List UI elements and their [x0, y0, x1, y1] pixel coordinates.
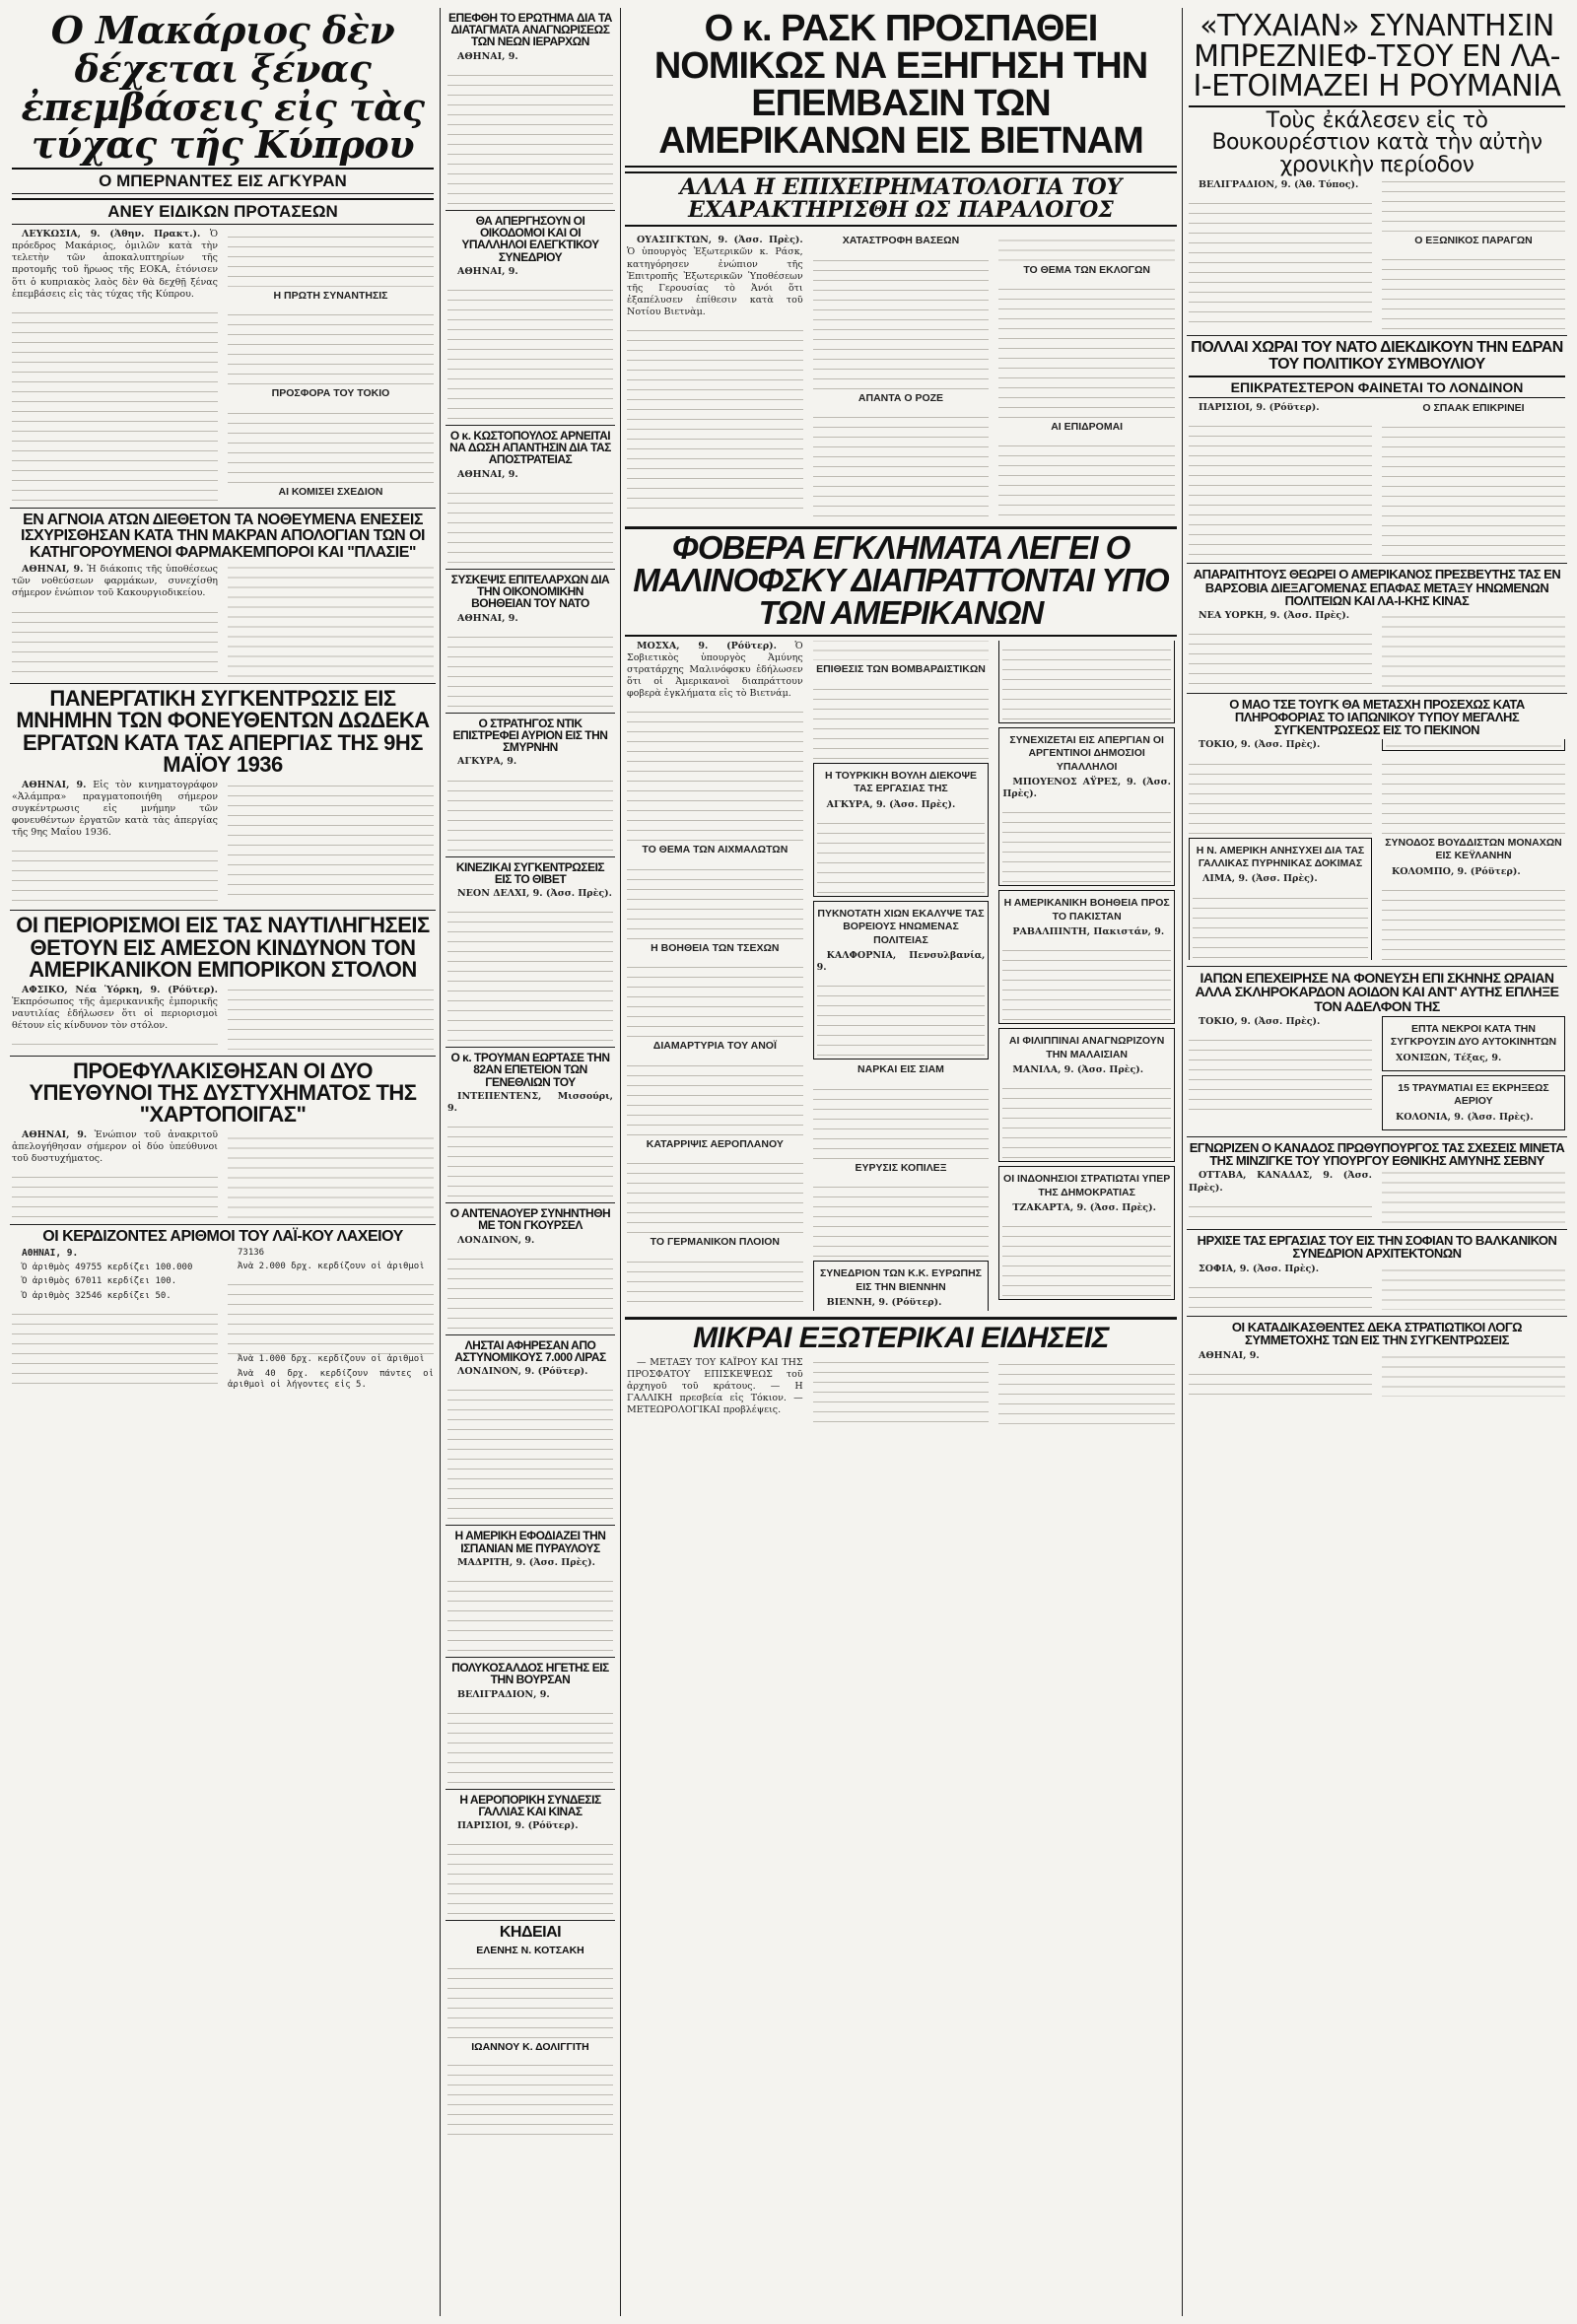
article-truman — [446, 1048, 615, 1203]
dateline: ΜΠΟΥΕΝΟΣ ΑΫΡΕΣ, 9. (Ἀσσ. Πρὲς). — [1002, 776, 1171, 800]
headline-foreign-news: ΜΙΚΡΑΙ ΕΞΩΤΕΡΙΚΑΙ ΕΙΔΗΣΕΙΣ — [693, 1322, 1109, 1355]
article-architects — [1187, 1230, 1567, 1317]
article-nato-aid — [446, 570, 615, 714]
text-lines — [447, 1572, 613, 1651]
article-nato-seat — [1187, 336, 1567, 564]
article-body — [1189, 1350, 1565, 1398]
lottery-line: Ὁ ἀριθμὸς 32546 κερδίζει 50. — [22, 1290, 171, 1301]
article-builders-strike — [446, 211, 615, 426]
text-lines — [1189, 1031, 1372, 1110]
lottery-line: Ἀνὰ 2.000 δρχ. κερδίζουν οἱ ἀριθμοὶ — [238, 1262, 425, 1272]
headline-chartopoia: ΠΡΟΕΦΥΛΑΚΙΣΘΗΣΑΝ ΟΙ ΔΥΟ ΥΠΕΥΘΥΝΟΙ ΤΗΣ ΔΥΣΤΥΧΗΜΑΤΟΣ ΤΗΣ "ΧΑΡΤΟΠΟΙΓΑΣ" — [29, 1058, 417, 1128]
headline-canada-pm: ΕΓΝΩΡΙΖΕΝ Ο ΚΑΝΑΔΟΣ ΠΡΩΘΥΠΟΥΡΓΟΣ ΤΑΣ ΣΧΕΣΕΙΣ ΜΙΝΕΤΑ ΤΗΣ ΜΙΝΖΙΓΚΕ ΤΟΥ ΥΠΟΥΡΓΟΥ ΕΘΝΙΚΗΣ ΑΜΥΝΗΣ ΣΕΒΝΥ — [1189, 1139, 1565, 1169]
column-rule — [440, 8, 441, 2316]
text-lines — [447, 2056, 613, 2135]
body-text: Ἐνώπιον τοῦ ἀνακριτοῦ ἀπελογήθησαν σήμερον οἱ δύο ὑπεύθυνοι τοῦ δυστυχήματος. — [12, 1128, 219, 1165]
headline-truman: Ο κ. ΤΡΟΥΜΑΝ ΕΩΡΤΑΣΕ ΤΗΝ 82ΑΝ ΕΠΕΤΕΙΟΝ ΤΩΝ ΓΕΝΕΘΛΙΩΝ ΤΟΥ — [450, 1051, 610, 1089]
text-lines — [1189, 755, 1372, 834]
article-body — [627, 235, 1175, 519]
dateline: ΒΙΕΝΝΗ, 9. (Ρόϋτερ). — [826, 1297, 942, 1309]
dateline: ΚΟΛΟΜΠΟ, 9. (Ρόϋτερ). — [1392, 865, 1521, 877]
headline-crete: ΕΥΡΥΣΙΣ ΚΟΠΙΛΕΞ — [855, 1161, 947, 1174]
text-lines — [447, 628, 613, 707]
article-tibet — [446, 857, 615, 1049]
headline-indonesia: ΟΙ ΙΝΔΟΝΗΣΙΟΙ ΣΤΡΑΤΙΩΤΑΙ ΥΠΕΡ ΤΗΣ ΔΗΜΟΚΡΑΤΙΑΣ — [1003, 1173, 1171, 1198]
subhead-prisoners: ΤΟ ΘΕΜΑ ΤΩΝ ΑΙΧΜΑΛΩΤΩΝ — [642, 844, 788, 856]
text-lines — [1382, 418, 1565, 556]
article-body — [1189, 1264, 1565, 1311]
dateline: ΛΙΜΑ, 9. (Ἀσσ. Πρὲς). — [1202, 873, 1318, 885]
box-turkish-parliament — [813, 763, 990, 897]
article-body — [447, 1689, 613, 1783]
lottery-line: Ἀνὰ 40 δρχ. κερδίζουν πάντες οἱ ἀριθμοὶ οἱ λήγοντες εἰς 5. — [228, 1368, 434, 1390]
headline-siam: ΝΑΡΚΑΙ ΕΙΣ ΣΙΑΜ — [857, 1063, 944, 1076]
dateline: ΡΑΒΑΛΠΙΝΤΗ, Πακιστάν, 9. — [1012, 926, 1165, 938]
text-lines — [447, 1381, 613, 1519]
subheadline-london: ΕΠΙΚΡΑΤΕΣΤΕΡΟΝ ΦΑΙΝΕΤΑΙ ΤΟ ΛΟΝΔΙΝΟΝ — [1189, 376, 1565, 398]
subhead-hanoi-protest: ΔΙΑΜΑΡΤΥΡΙΑ ΤΟΥ ΑΝΟΪ — [652, 1040, 777, 1053]
article-officers — [1187, 1317, 1567, 1402]
text-lines — [627, 860, 803, 939]
dateline: ΤΟΚΙΟ, 9. (Ἀσσ. Πρὲς). — [1199, 739, 1321, 751]
text-lines — [813, 1178, 990, 1257]
article-body — [447, 1366, 613, 1519]
headline-vienna: ΣΥΝΕΔΡΙΟΝ ΤΩΝ Κ.Κ. ΕΥΡΩΠΗΣ ΕΙΣ ΤΗΝ ΒΙΕΝΝΗΝ — [819, 1267, 982, 1293]
article-body — [1189, 1016, 1565, 1130]
body-text: Ὁ πρόεδρος Μακάριος, ὁμιλῶν κατὰ τὴν τελετὴν τῶν ἀποκαλυπτηρίων τῆς προτομῆς τοῦ ἥρωος τῆς ΕΟΚΑ, ἐτόνισεν ὅτι ὁ κυπριακὸς λαὸς δὲν θὰ δεχθῇ ξένας ἐπεμβάσεις εἰς τὰς τύχας τῆς Κύπρου. — [12, 229, 218, 300]
headline-malinovsky: ΦΟΒΕΡΑ ΕΓΚΛΗΜΑΤΑ ΛΕΓΕΙ Ο ΜΑΛΙΝΟΦΣΚΥ ΔΙΑΠΡΑΤΤΟΝΤΑΙ ΥΠΟ ΤΩΝ ΑΜΕΡΙΚΑΝΩΝ — [633, 528, 1169, 631]
headline-japanese-singer: ΙΑΠΩΝ ΕΠΕΧΕΙΡΗΣΕ ΝΑ ΦΟΝΕΥΣΗ ΕΠΙ ΣΚΗΝΗΣ ΩΡΑΙΑΝ ΑΛΛΑ ΣΚΛΗΡΟΚΑΡΔΟΝ ΑΟΙΔΟΝ ΚΑΙ ΑΝΤ' ΑΥΤΗΣ ΕΠΛΗΞΕ ΤΟΝ ΑΔΕΛΦΟΝ ΤΗΣ — [1195, 970, 1559, 1014]
article-body — [447, 1235, 613, 1329]
article-air-link — [446, 1790, 615, 1922]
text-lines — [998, 280, 1175, 418]
article-body — [12, 985, 434, 1050]
lottery-line: Ὁ ἀριθμὸς 49755 κερδίζει 100.000 — [22, 1263, 193, 1273]
text-lines — [447, 281, 613, 419]
dateline: ΤΖΑΚΑΡΤΑ, 9. (Ἀσσ. Πρὲς). — [1012, 1202, 1156, 1214]
text-lines — [447, 1959, 613, 2038]
dateline: ΠΑΡΙΣΙΟΙ, 9. (Ρόϋτερ). — [457, 1820, 579, 1832]
article-brezhnev-chou — [1187, 8, 1567, 336]
article-funerals — [446, 1921, 615, 2140]
box-car-crash — [1382, 1016, 1565, 1071]
text-lines — [1382, 250, 1565, 329]
dateline: ΝΕΑ ΥΟΡΚΗ, 9. (Ἀσσ. Πρὲς). — [1199, 610, 1350, 622]
article-lottery — [10, 1225, 436, 1398]
text-lines — [1189, 417, 1372, 555]
article-body — [447, 1091, 613, 1196]
article-body — [447, 756, 613, 850]
dateline: ΛΟΝΔΙΝΟΝ, 9. (Ρόϋτερ). — [457, 1366, 588, 1378]
headline-turkish-parliament: Η ΤΟΥΡΚΙΚΗ ΒΟΥΛΗ ΔΙΕΚΟΨΕ ΤΑΣ ΕΡΓΑΣΙΑΣ ΤΗΣ — [824, 769, 977, 795]
lottery-line: Ὁ ἀριθμὸς 67011 κερδίζει 100. — [22, 1276, 177, 1287]
subhead-spaak: Ο ΣΠΑΑΚ ΕΠΙΚΡΙΝΕΙ — [1422, 402, 1525, 415]
text-lines — [447, 1835, 613, 1914]
headline-argentina: ΣΥΝΕΧΙΖΕΤΑΙ ΕΙΣ ΑΠΕΡΓΙΑΝ ΟΙ ΑΡΓΕΝΤΙΝΟΙ ΔΗΜΟΣΙΟΙ ΥΠΑΛΛΗΛΟΙ — [1009, 733, 1164, 773]
dateline: ΜΑΔΡΙΤΗ, 9. (Ἀσσ. Πρὲς). — [457, 1556, 595, 1568]
deck-absurd: ΑΛΛΑ Η ΕΠΙΧΕΙΡΗΜΑΤΟΛΟΓΙΑ ΤΟΥ ΕΧΑΡΑΚΤΗΡΙΣΘΗ ΩΣ ΠΑΡΑΛΟΓΟΣ — [625, 171, 1177, 227]
box-snow — [813, 901, 990, 1060]
headline-car-crash: ΕΠΤΑ ΝΕΚΡΟΙ ΚΑΤΑ ΤΗΝ ΣΥΓΚΡΟΥΣΙΝ ΔΥΟ ΑΥΤΟΚΙΝΗΤΩΝ — [1390, 1022, 1557, 1049]
headline-funerals: ΚΗΔΕΙΑΙ — [499, 1924, 562, 1942]
dateline: ΣΟΦΙΑ, 9. (Ἀσσ. Πρὲς). — [1199, 1263, 1320, 1274]
dateline: ΑΘΗΝΑΙ, 9. — [22, 1128, 88, 1140]
article-robbers — [446, 1335, 615, 1527]
headline-air-link: Η ΑΕΡΟΠΟΡΙΚΗ ΣΥΝΔΕΣΙΣ ΓΑΛΛΙΑΣ ΚΑΙ ΚΙΝΑΣ — [459, 1792, 601, 1818]
text-lines — [447, 1118, 613, 1196]
dateline: ΚΑΛΦΟΡΝΙΑ, Πενσυλβανία, 9. — [816, 950, 986, 974]
headline-buddhist: ΣΥΝΟΔΟΣ ΒΟΥΔΔΙΣΤΩΝ ΜΟΝΑΧΩΝ ΕΙΣ ΚΕΫΛΑΝΗΝ — [1385, 836, 1562, 862]
article-kostopoulos — [446, 426, 615, 570]
headline-spain-missiles: Η ΑΜΕΡΙΚΗ ΕΦΟΔΙΑΖΕΙ ΤΗΝ ΙΣΠΑΝΙΑΝ ΜΕ ΠΥΡΑΥΛΟΥΣ — [454, 1529, 606, 1555]
dateline: ΒΕΛΙΓΡΑΔΙΟΝ, 9. (Ἀθ. Τύπος). — [1199, 179, 1359, 191]
dateline: ΠΑΡΙΣΙΟΙ, 9. (Ρόϋτερ). — [1199, 402, 1320, 414]
subhead-factor: Ο ΕΞΩΝΙΚΟΣ ΠΑΡΑΓΩΝ — [1414, 234, 1533, 246]
second-banner — [625, 527, 1177, 637]
dateline: ΑΓΚΥΡΑ, 9. (Ἀσσ. Πρὲς). — [826, 798, 956, 810]
lead-banner — [625, 8, 1177, 168]
article-leader-bourse — [446, 1658, 615, 1790]
article-rusk — [625, 231, 1177, 526]
headline-officers: ΟΙ ΚΑΤΑΔΙΚΑΣΘΕΝΤΕΣ ΔΕΚΑ ΣΤΡΑΤΙΩΤΙΚΟΙ ΛΟΓΩ ΣΥΜΜΕΤΟΧΗΣ ΤΩΝ ΕΙΣ ΤΗΝ ΣΥΓΚΕΝΤΡΩΣΕΙΣ — [1231, 1320, 1523, 1348]
article-body — [12, 564, 434, 677]
subhead-tokyo-offer: ΠΡΟΣΦΟΡΑ ΤΟΥ ΤΟΚΙΟ — [271, 387, 390, 400]
article-body — [627, 1357, 1175, 1424]
article-body — [447, 888, 613, 1041]
text-lines — [1382, 881, 1565, 960]
subhead-czech-aid: Η ΒΟΗΘΕΙΑ ΤΩΝ ΤΣΕΧΩΝ — [651, 941, 780, 954]
article-body — [12, 229, 434, 502]
article-body — [447, 613, 613, 707]
headline-pakistan: Η ΑΜΕΡΙΚΑΝΙΚΗ ΒΟΗΘΕΙΑ ΠΡΟΣ ΤΟ ΠΑΚΙΣΤΑΝ — [1003, 897, 1170, 923]
subhead-elections: ΤΟ ΘΕΜΑ ΤΩΝ ΕΚΛΟΓΩΝ — [1023, 263, 1150, 276]
headline-architects: ΗΡΧΙΣΕ ΤΑΣ ΕΡΓΑΣΙΑΣ ΤΟΥ ΕΙΣ ΤΗΝ ΣΟΦΙΑΝ ΤΟ ΒΑΛΚΑΝΙΚΟΝ ΣΥΝΕΔΡΙΟΝ ΑΡΧΙΤΕΚΤΟΝΩΝ — [1197, 1233, 1557, 1262]
dateline: ΑΘΗΝΑΙ, 9. — [457, 612, 518, 624]
dateline: ΒΕΛΙΓΡΑΔΙΟΝ, 9. — [457, 1688, 550, 1700]
headline-snow: ΠΥΚΝΟΤΑΤΗ ΧΙΩΝ ΕΚΑΛΥΨΕ ΤΑΣ ΒΟΡΕΙΟΥΣ ΗΝΩΜΕΝΑΣ ΠΟΛΙΤΕΙΑΣ — [817, 907, 985, 946]
text-lines — [447, 1250, 613, 1329]
subhead-plan: ΑΙ ΚΟΜΙΣΕΙ ΣΧΕΔΙΟΝ — [278, 485, 383, 498]
box-pakistan — [998, 890, 1175, 1024]
article-makarios — [10, 8, 436, 509]
article-chartopoia — [10, 1057, 436, 1225]
subhead-first-meeting: Η ΠΡΩΤΗ ΣΥΝΑΝΤΗΣΙΣ — [273, 289, 388, 302]
headline-rusk-vietnam: Ο κ. ΡΑΣΚ ΠΡΟΣΠΑΘΕΙ ΝΟΜΙΚΩΣ ΝΑ ΕΞΗΓΗΣΗ ΤΗΝ ΕΠΕΜΒΑΣΙΝ ΤΩΝ ΑΜΕΡΙΚΑΝΩΝ ΕΙΣ ΒΙΕΤΝΑΜ — [653, 8, 1148, 162]
text-lines — [817, 814, 986, 893]
body-text: Ἐκπρόσωπος τῆς ἀμερικανικῆς ἐμπορικῆς ναυτιλίας ἐδήλωσεν ὅτι οἱ περιορισμοὶ θέτουν εἰς κίνδυνον τὸν στόλον. — [12, 995, 218, 1032]
dateline: ΟΥΑΣΙΓΚΤΩΝ, 9. (Ἀσσ. Πρὲς). — [637, 235, 803, 246]
article-body — [1189, 1170, 1565, 1223]
lottery-results — [12, 1248, 434, 1391]
headline-hierarchs: ΕΠΕΦΘΗ ΤΟ ΕΡΩΤΗΜΑ ΔΙΑ ΤΑ ΔΙΑΤΑΓΜΑΤΑ ΑΝΑΓΝΩΡΙΣΕΩΣ ΤΩΝ ΝΕΩΝ ΙΕΡΑΡΧΩΝ — [448, 11, 612, 49]
headline-builders-strike: ΘΑ ΑΠΕΡΓΗΣΟΥΝ ΟΙ ΟΙΚΟΔΟΜΟΙ ΚΑΙ ΟΙ ΥΠΑΛΛΗΛΟΙ ΕΛΕΓΚΤΙΚΟΥ ΣΥΝΕΔΡΙΟΥ — [461, 213, 599, 264]
article-mao — [1187, 694, 1567, 967]
dateline: ΜΑΝΙΛΑ, 9. (Ἀσσ. Πρὲς). — [1012, 1064, 1144, 1076]
dateline: ΛΟΝΔΙΝΟΝ, 9. — [457, 1234, 535, 1246]
dateline: ΑΘΗΝΑΙ, 9. — [1199, 1349, 1260, 1361]
article-body — [1189, 179, 1565, 329]
article-general-dick — [446, 714, 615, 857]
article-naval — [10, 911, 436, 1056]
number-lines — [12, 1305, 218, 1384]
column-4 — [1187, 8, 1567, 2316]
body-text: Εἰς τὸν κινηματογράφον «Ἀλάμπρα» πραγματοποιήθη σήμερον συγκέντρωσις εἰς μνήμην τῶν φονευθέντων ἐργατῶν κατὰ τὰς ἀπεργίας τῆς 9ης Μαΐου 1936. — [12, 779, 218, 839]
box-philippines — [998, 1028, 1175, 1162]
article-body — [1189, 402, 1565, 557]
text-lines — [813, 1080, 990, 1159]
text-lines — [817, 977, 986, 1056]
article-body — [447, 51, 613, 204]
subhead-german-ship: ΤΟ ΓΕΡΜΑΝΙΚΟΝ ΠΛΟΙΟΝ — [650, 1236, 781, 1249]
headline-warsaw-contacts: ΑΠΑΡΑΙΤΗΤΟΥΣ ΘΕΩΡΕΙ Ο ΑΜΕΡΙΚΑΝΟΣ ΠΡΕΣΒΕΥΤΗΣ ΤΑΣ ΕΝ ΒΑΡΣΟΒΙΑ ΔΙΕΞΑΓΟΜΕΝΑΣ ΕΠΑΦΑΣ ΜΕΤΑΞΥ ΗΝΩΜΕΝΩΝ ΠΟΛΙΤΕΙΩΝ ΚΑΙ ΛΑ-Ι-ΚΗΣ ΚΙΝΑΣ — [1193, 567, 1561, 608]
box-gas-explosion — [1382, 1075, 1565, 1130]
text-lines — [1002, 1079, 1171, 1158]
body-text: Ὁ ὑπουργὸς Ἐξωτερικῶν κ. Ράσκ, κατηγόρησεν ἐνώπιον τῆς Ἐπιτροπῆς Ἐξωτερικῶν Ὑποθέσεων τῆς Γερουσίας τὸ Ἀνόι ὅτι ἐξαπέλυσεν ἐπίθεσιν κατὰ τοῦ Νοτίου Βιετνὰμ. — [627, 246, 803, 318]
article-body — [627, 641, 1175, 1311]
column-2 — [446, 8, 615, 2316]
text-lines — [228, 306, 434, 384]
headline-general-dick: Ο ΣΤΡΑΤΗΓΟΣ ΝΤΙΚ ΕΠΙΣΤΡΕΦΕΙ ΑΥΡΙΟΝ ΕΙΣ ΤΗΝ ΣΜΥΡΝΗΝ — [452, 716, 608, 755]
article-malinovsky — [625, 637, 1177, 1318]
body-text: Ὁ Σοβιετικὸς ὑπουργὸς Ἀμύνης στρατάρχης Μαλινόφσκυ ἐδήλωσεν ὅτι οἱ Ἀμερικανοὶ διαπράττουν φοβερὰ ἐγκλήματα εἰς τὸ Βιετνάμ. — [627, 640, 803, 700]
dateline: ΑΓΚΥΡΑ, 9. — [457, 756, 517, 768]
article-body — [1189, 739, 1565, 960]
text-lines — [447, 772, 613, 851]
text-lines — [627, 958, 803, 1037]
column-rule — [620, 8, 621, 2316]
headline-philippines: ΑΙ ΦΙΛΙΠΠΙΝΑΙ ΑΝΑΓΝΩΡΙΖΟΥΝ ΤΗΝ ΜΑΛΑΙΣΙΑΝ — [1008, 1035, 1165, 1060]
headline-leader-bourse: ΠΟΛΥΚΟΣΑΛΔΟΣ ΗΓΕΤΗΣ ΕΙΣ ΤΗΝ ΒΟΥΡΣΑΝ — [451, 1661, 609, 1687]
article-hierarchs — [446, 8, 615, 211]
headline-lottery: ΟΙ ΚΕΡΔΙΖΟΝΤΕΣ ΑΡΙΘΜΟΙ ΤΟΥ ΛΑΪ-ΚΟΥ ΛΑΧΕΙΟΥ — [42, 1227, 403, 1245]
text-lines — [447, 1704, 613, 1783]
headline-brezhnev-chou: «ΤΥΧΑΙΑΝ» ΣΥΝΑΝΤΗΣΙΝ ΜΠΡΕΖΝΙΕΦ-ΤΣΟΥ ΕΝ ΛΑ-Ι-ΕΤΟΙΜΑΖΕΙ Η ΡΟΥΜΑΝΙΑ — [1193, 9, 1561, 104]
number-lines — [228, 1275, 434, 1354]
article-japanese-singer — [1187, 967, 1567, 1137]
headline-makarios: Ο Μακάριος δὲν δέχεται ξένας ἐπεμβάσεις εἰς τὰς τύχας τῆς Κύπρου — [21, 8, 425, 168]
text-lines — [1002, 803, 1171, 882]
article-body — [12, 1129, 434, 1218]
headline-nato-seat: ΠΟΛΛΑΙ ΧΩΡΑΙ ΤΟΥ ΝΑΤΟ ΔΙΕΚΔΙΚΟΥΝ ΤΗΝ ΕΔΡΑΝ ΤΟΥ ΠΟΛΙΤΙΚΟΥ ΣΥΜΒΟΥΛΙΟΥ — [1191, 339, 1563, 373]
headline-nato-aid: ΣΥΣΚΕΨΙΣ ΕΠΙΤΕΛΑΡΧΩΝ ΔΙΑ ΤΗΝ ΟΙΚΟΝΟΜΙΚΗΝ ΒΟΗΘΕΙΑΝ ΤΟΥ ΝΑΤΟ — [450, 572, 610, 611]
subheadline-bernardes: Ο ΜΠΕΡΝΑΝΤΕΣ ΕΙΣ ΑΓΚΥΡΑΝ — [12, 168, 434, 194]
dateline: ΑΘΗΝΑΙ, 9. — [457, 265, 518, 277]
obituary-name: ΕΛΕΝΗΣ Ν. ΚΟΤΣΑΚΗ — [476, 1944, 584, 1956]
headline-adenauer: Ο ΑΝΤΕΝΑΟΥΕΡ ΣΥΝΗΝΤΗΘΗ ΜΕ ΤΟΝ ΓΚΟΥΡΣΕΛ — [449, 1206, 611, 1233]
subhead-raids: ΑΙ ΕΠΙΔΡΟΜΑΙ — [1051, 421, 1124, 434]
article-warsaw-contacts — [1187, 564, 1567, 693]
text-lines — [1382, 755, 1565, 834]
dateline: ΟΤΤΑΒΑ, ΚΑΝΑΔΑΣ, 9. (Ἀσσ. Πρὲς). — [1189, 1170, 1372, 1194]
dateline: ΑΦΣΙΚΟ, Νέα Ὑόρκη, 9. (Ρόϋτερ). — [22, 984, 218, 995]
lottery-line: Ἀνὰ 1.000 δρχ. κερδίζουν οἱ ἀριθμοὶ — [238, 1354, 425, 1365]
article-body — [1189, 610, 1565, 687]
obituary-name: ΙΩΑΝΝΟΥ Κ. ΔΟΛΙΓΓΙΤΗ — [471, 2040, 589, 2053]
column-3 — [625, 8, 1177, 2316]
body-text: Ἡ διάκοπις τῆς ὑποθέσεως τῶν νοθεύσεων φαρμάκων, συνεχίσθη σήμερον ἐνώπιον τοῦ Κακουργιοδικείου. — [12, 564, 218, 599]
dateline: ΑΘΗΝΑΙ, 9. — [22, 779, 87, 790]
dateline: ΛΕΥΚΩΣΙΑ, 9. (Ἀθην. Πρακτ.). — [22, 229, 201, 239]
subhead-plane-downed: ΚΑΤΑΡΡΙΨΙΣ ΑΕΡΟΠΛΑΝΟΥ — [646, 1137, 784, 1150]
text-lines — [447, 484, 613, 563]
subheadline-no-proposals: ΑΝΕΥ ΕΙΔΙΚΩΝ ΠΡΟΤΑΣΕΩΝ — [12, 198, 434, 225]
text-lines — [1002, 641, 1171, 719]
text-lines — [627, 1057, 803, 1135]
text-lines — [1002, 1217, 1171, 1296]
headline-rally: ΠΑΝΕΡΓΑΤΙΚΗ ΣΥΓΚΕΝΤΡΩΣΙΣ ΕΙΣ ΜΝΗΜΗΝ ΤΩΝ ΦΟΝΕΥΘΕΝΤΩΝ ΔΩΔΕΚΑ ΕΡΓΑΤΩΝ ΚΑΤΑ ΤΑΣ ΑΠΕΡΓΙΑΣ ΤΗΣ 9ΗΣ ΜΑΪΟΥ 1936 — [16, 685, 430, 778]
subhead-bombers: ΕΠΙΘΕΣΙΣ ΤΩΝ ΒΟΜΒΑΡΔΙΣΤΙΚΩΝ — [816, 663, 986, 676]
article-foreign-news — [625, 1318, 1177, 1430]
text-lines — [447, 66, 613, 204]
body-text: — ΜΕΤΑΞΥ ΤΟΥ ΚΑΪΡΟΥ ΚΑΙ ΤΗΣ ΠΡΟΣΦΑΤΟΥ ΕΠΙΣΚΕΨΕΩΣ τοῦ ἀρχηγοῦ τοῦ κράτους. — Η ΓΑΛΛΙΚΗ πρεσβεία εἰς Τόκιον. — ΜΕΤΕΩΡΟΛΟΓΙΚΑΙ προβλέψεις. — [627, 1356, 803, 1416]
dateline: ΜΟΣΧΑ, 9. (Ρόϋτερ). — [637, 640, 777, 651]
text-lines — [228, 404, 434, 483]
dateline: ΧΟΝΙΞΩΝ, Τέξας, 9. — [1396, 1052, 1502, 1063]
subhead-bases: ΧΑΤΑΣΤΡΟΦΗ ΒΑΣΕΩΝ — [842, 235, 960, 247]
dateline: ΑΘΗΝΑΙ, 9. — [457, 50, 518, 62]
deck-bucharest: Τοὺς ἐκάλεσεν εἰς τὸ Βουκουρέστιον κατὰ τὴν αὐτὴν χρονικὴν περίοδον — [1189, 105, 1565, 176]
headline-gas-explosion: 15 ΤΡΑΥΜΑΤΙΑΙ ΕΞ ΕΚΡΗΞΕΩΣ ΑΕΡΙΟΥ — [1398, 1081, 1549, 1108]
article-body — [447, 266, 613, 419]
article-spain-missiles — [446, 1526, 615, 1658]
headline-pharma: ΕΝ ΑΓΝΟΙΑ ΑΤΩΝ ΔΙΕΘΕΤΟΝ ΤΑ ΝΟΘΕΥΜΕΝΑ ΕΝΕΣΕΙΣ ΙΣΧΥΡΙΣΘΗΣΑΝ ΚΑΤΑ ΤΗΝ ΜΑΚΡΑΝ ΑΠΟΛΟΓΙΑΝ ΤΩΝ ΟΙ ΚΑΤΗΓΟΡΟΥΜΕΝΟΙ ΦΑΡΜΑΚΕΜΠΟΡΟΙ ΚΑΙ "ΠΛΑΣΙΕ" — [21, 512, 425, 561]
dateline: ΚΟΛΟΝΙΑ, 9. (Ἀσσ. Πρὲς). — [1396, 1111, 1534, 1123]
headline-kostopoulos: Ο κ. ΚΩΣΤΟΠΟΥΛΟΣ ΑΡΝΕΙΤΑΙ ΝΑ ΔΩΣΗ ΑΠΑΝΤΗΣΙΝ ΔΙΑ ΤΑΣ ΑΠΟΣΤΡΑΤΕΙΑΣ — [449, 428, 611, 467]
article-pharma — [10, 509, 436, 684]
headline-naval: ΟΙ ΠΕΡΙΟΡΙΣΜΟΙ ΕΙΣ ΤΑΣ ΝΑΥΤΙΛΗΓΗΣΕΙΣ ΘΕΤΟΥΝ ΕΙΣ ΑΜΕΣΟΝ ΚΙΝΔΥΝΟΝ ΤΟΝ ΑΜΕΡΙΚΑΝΙΚΟΝ ΕΜΠΟΡΙΚΟΝ ΣΤΟΛΟΝ — [16, 913, 430, 983]
text-lines — [813, 251, 990, 389]
article-body — [447, 1820, 613, 1914]
text-lines — [1002, 941, 1171, 1020]
dateline: ΑΘΗΝΑΙ, 9. — [457, 468, 518, 480]
article-canada-pm — [1187, 1137, 1567, 1230]
column-1 — [10, 8, 436, 2316]
dateline: ΙΝΤΕΠΕΝΤΕΝΣ, Μισσούρι, 9. — [447, 1090, 613, 1115]
text-lines — [627, 703, 803, 841]
article-body — [447, 1557, 613, 1651]
dateline: ΤΟΚΙΟ, 9. (Ἀσσ. Πρὲς). — [1199, 1015, 1321, 1027]
box-indonesia — [998, 1166, 1175, 1300]
text-lines — [998, 437, 1175, 515]
article-adenauer — [446, 1203, 615, 1335]
column-rule — [1182, 8, 1183, 2316]
headline-robbers: ΛΗΣΤΑΙ ΑΦΗΡΕΣΑΝ ΑΠΟ ΑΣΤΥΝΟΜΙΚΟΥΣ 7.000 ΛΙΡΑΣ — [454, 1337, 606, 1365]
box-argentina — [998, 727, 1175, 887]
article-body — [12, 780, 434, 905]
article-rally — [10, 684, 436, 912]
text-lines — [447, 903, 613, 1041]
subhead-rose: ΑΠΑΝΤΑ Ο ΡΟΖΕ — [857, 391, 944, 404]
dateline: ΑΘΗΝΑΙ, 9. — [22, 564, 84, 576]
article-body — [447, 469, 613, 563]
headline-tibet: ΚΙΝΕΖΙΚΑΙ ΣΥΓΚΕΝΤΡΩΣΕΙΣ ΕΙΣ ΤΟ ΘΙΒΕΤ — [455, 859, 605, 886]
text-lines — [627, 321, 803, 509]
dateline: ΝΕΟΝ ΔΕΛΧΙ, 9. (Ἀσσ. Πρὲς). — [457, 888, 612, 899]
dateline: ΑΘΗΝΑΙ, 9. — [22, 1247, 79, 1259]
text-lines — [813, 680, 990, 759]
text-lines — [627, 1154, 803, 1233]
headline-latin-america: Η Ν. ΑΜΕΡΙΚΗ ΑΝΗΣΥΧΕΙ ΔΙΑ ΤΑΣ ΓΑΛΛΙΚΑΣ ΠΥΡΗΝΙΚΑΣ ΔΟΚΙΜΑΣ — [1196, 844, 1365, 869]
lottery-line: 73136 — [238, 1247, 265, 1258]
headline-mao: Ο ΜΑΟ ΤΣΕ ΤΟΥΓΚ ΘΑ ΜΕΤΑΣΧΗ ΠΡΟΣΕΧΩΣ ΚΑΤΑ ΠΛΗΡΟΦΟΡΙΑΣ ΤΟ ΙΑΠΩΝΙΚΟΥ ΤΥΠΟΥ ΜΕΓΑΛΗΣ ΣΥΓΚΕΝΤΡΩΣΕΩΣ ΕΙΣ ΤΟ ΠΕΚΙΝΟΝ — [1229, 696, 1525, 738]
